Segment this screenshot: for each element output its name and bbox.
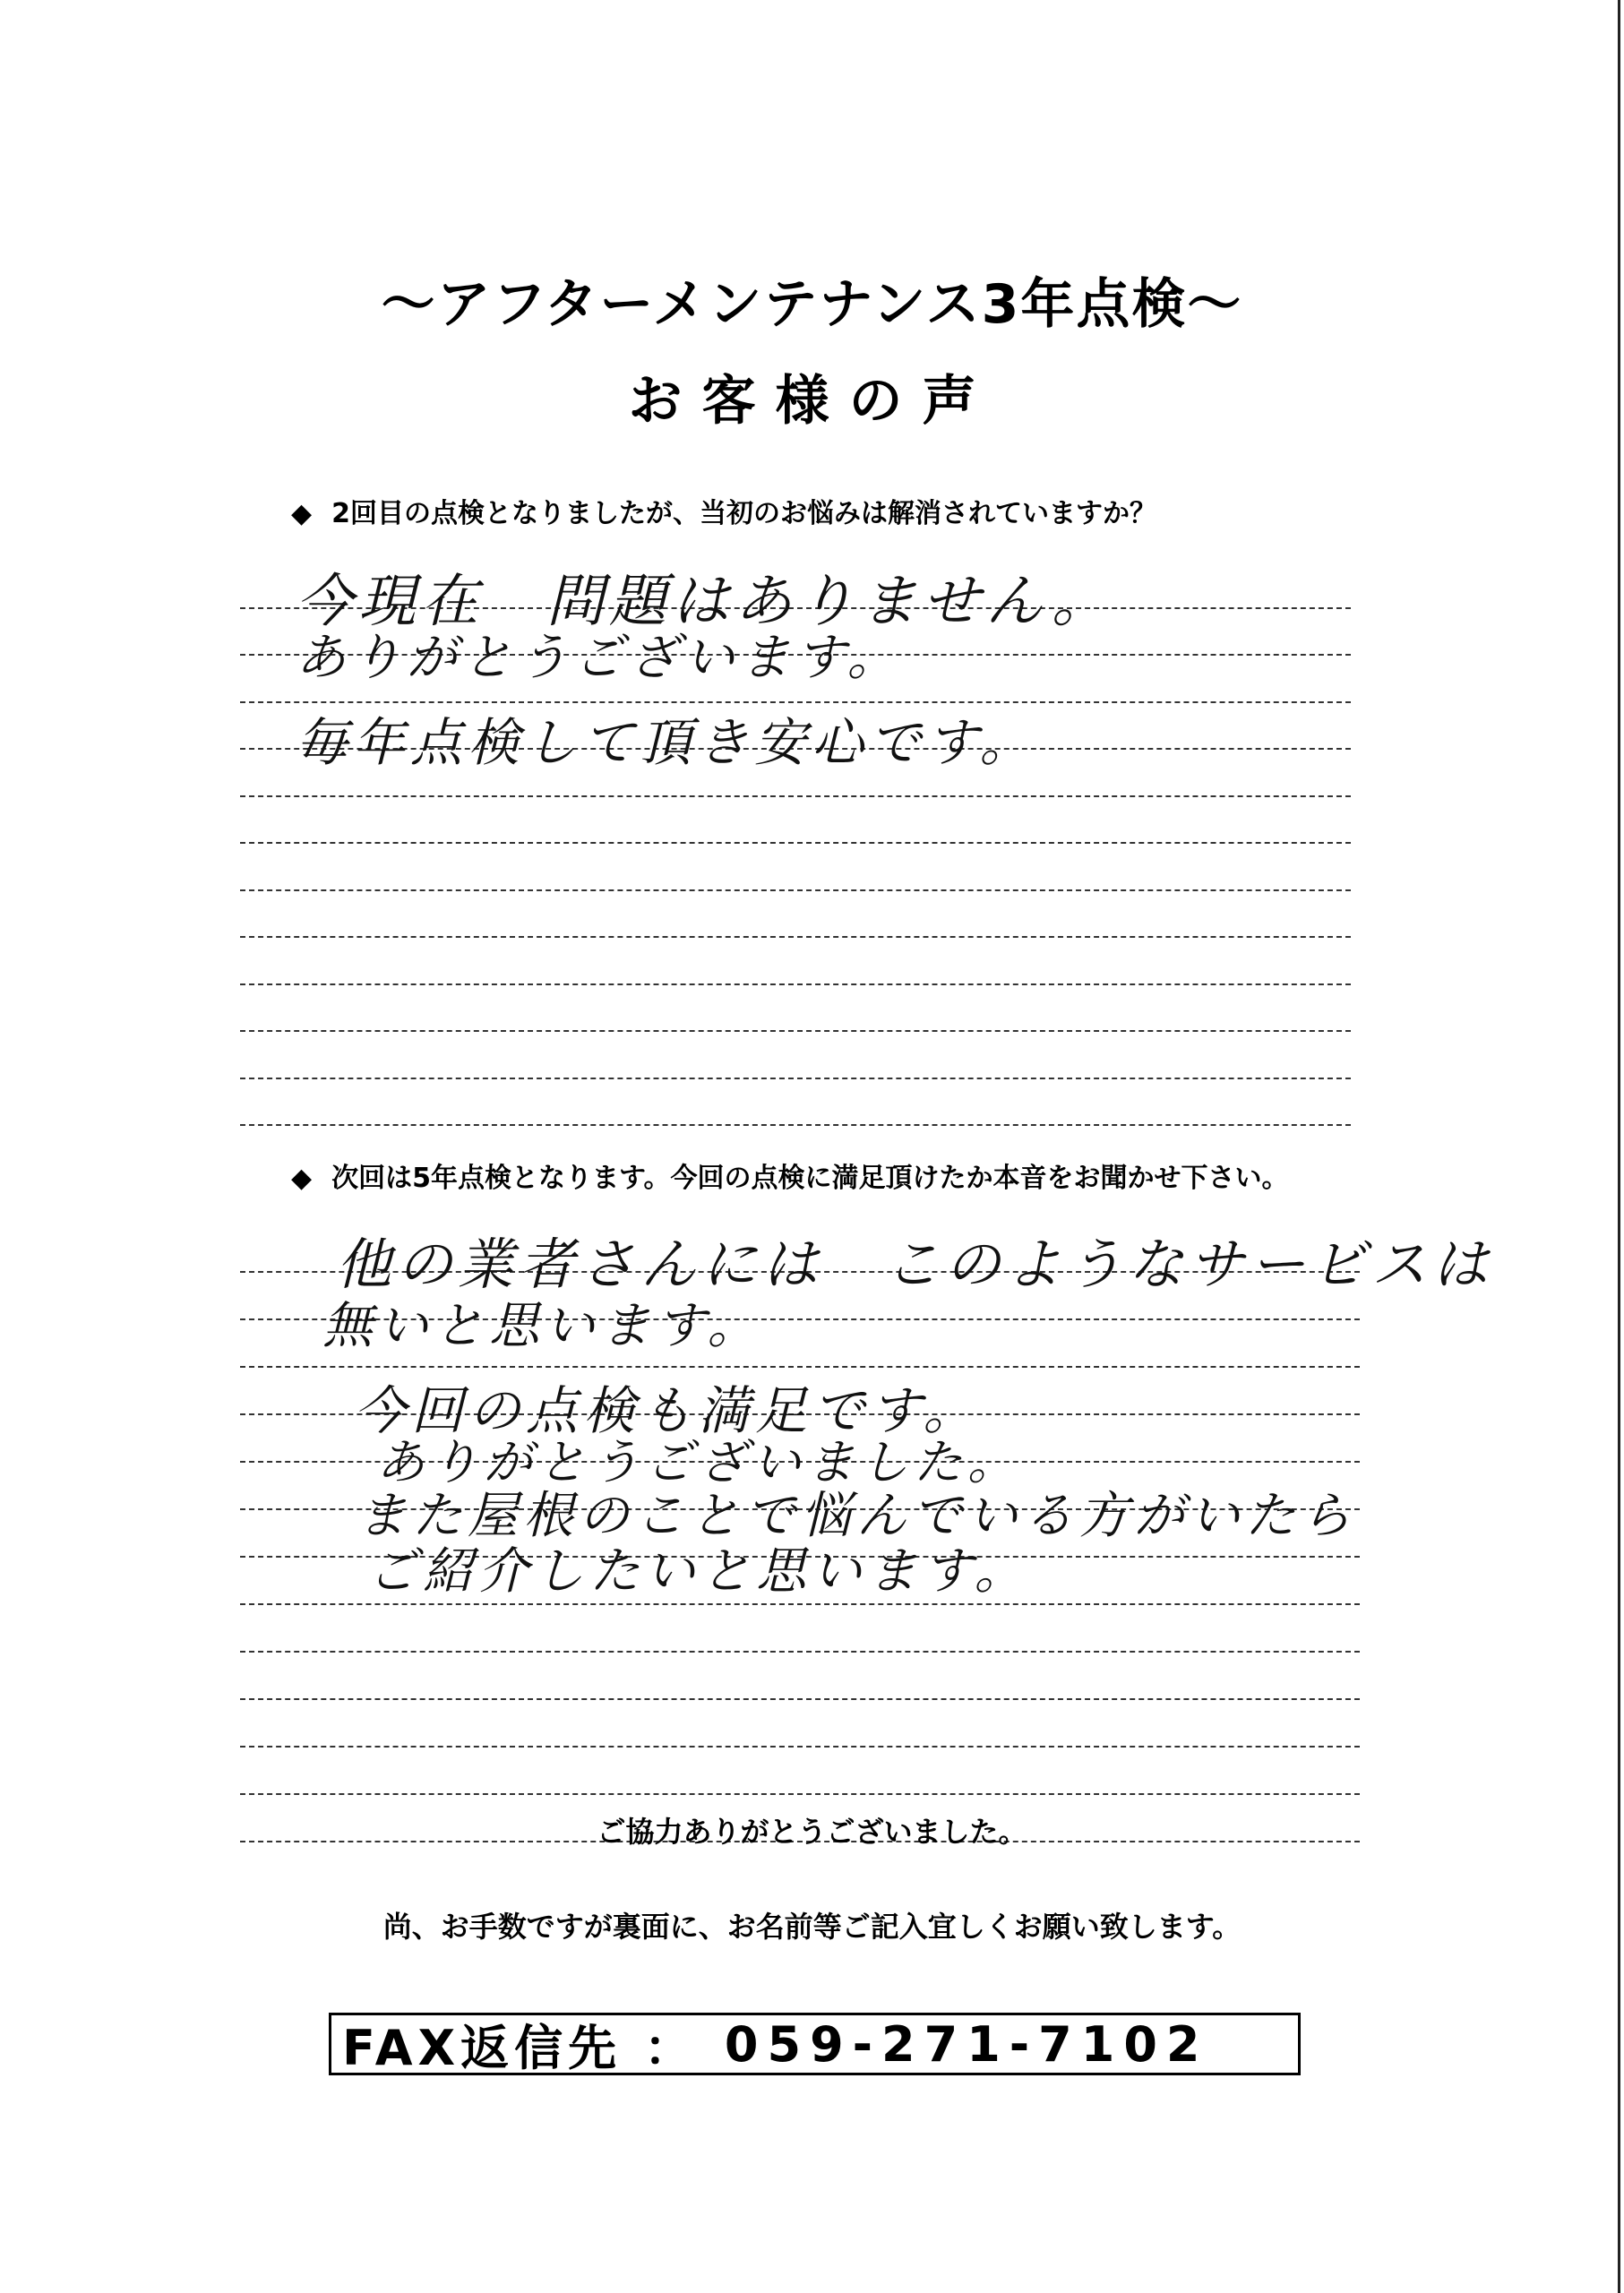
handwritten-answer-1-line-3: 毎年点検して頂き安心です。 xyxy=(296,712,1037,773)
ruled-line xyxy=(240,1653,1360,1700)
fax-return-box xyxy=(329,2013,1301,2075)
handwritten-answer-1-line-2: ありがとうございます。 xyxy=(296,629,903,687)
handwritten-answer-2-line-5: また屋根のことで悩んでいる方がいたら xyxy=(357,1487,1356,1545)
question-1-text: 2回目の点検となりましたが、当初のお悩みは解消されていますか？ xyxy=(331,498,1156,529)
thanks-message: ご協力ありがとうございました。 xyxy=(597,1815,1027,1849)
question-1 xyxy=(291,491,1156,530)
handwritten-answer-2-line-2: 無いと思います。 xyxy=(322,1297,763,1355)
diamond-bullet-icon: ◆ xyxy=(291,1163,313,1194)
ruled-line xyxy=(240,938,1351,985)
fax-number: 059-271-7102 xyxy=(724,2015,1209,2073)
handwritten-answer-2-line-4: ありがとうございました。 xyxy=(376,1434,1021,1490)
handwritten-answer-2-line-6: ご紹介したいと思います。 xyxy=(367,1542,1030,1601)
page-title: 〜アフターメンテナンス3年点検〜 xyxy=(381,273,1243,336)
question-2-text: 次回は5年点検となります。今回の点検に満足頂けたか本音をお聞かせ下さい。 xyxy=(331,1163,1289,1194)
page-subtitle: お客様の声 xyxy=(628,370,996,433)
question-2 xyxy=(291,1155,1289,1195)
handwritten-answer-2-line-3: 今回の点検も満足です。 xyxy=(354,1380,981,1441)
diamond-bullet-icon: ◆ xyxy=(291,498,313,529)
ruled-line xyxy=(240,1748,1360,1795)
ruled-line xyxy=(240,797,1351,845)
handwritten-answer-2-line-1: 他の業者さんには このようなサービスは xyxy=(336,1232,1494,1297)
ruled-line xyxy=(240,1079,1351,1127)
ruled-line xyxy=(240,1032,1351,1079)
ruled-line xyxy=(240,1700,1360,1748)
ruled-line xyxy=(240,1605,1360,1653)
handwritten-answer-1-line-1: 今現在 問題はありません。 xyxy=(296,569,1114,635)
ruled-line xyxy=(240,844,1351,891)
scan-edge xyxy=(1618,0,1620,2293)
ruled-line xyxy=(240,891,1351,939)
ruled-line xyxy=(240,985,1351,1033)
request-message: 尚、お手数ですが裏面に、お名前等ご記入宜しくお願い致します。 xyxy=(382,1910,1242,1944)
fax-label: FAX返信先 ： xyxy=(342,2019,698,2076)
